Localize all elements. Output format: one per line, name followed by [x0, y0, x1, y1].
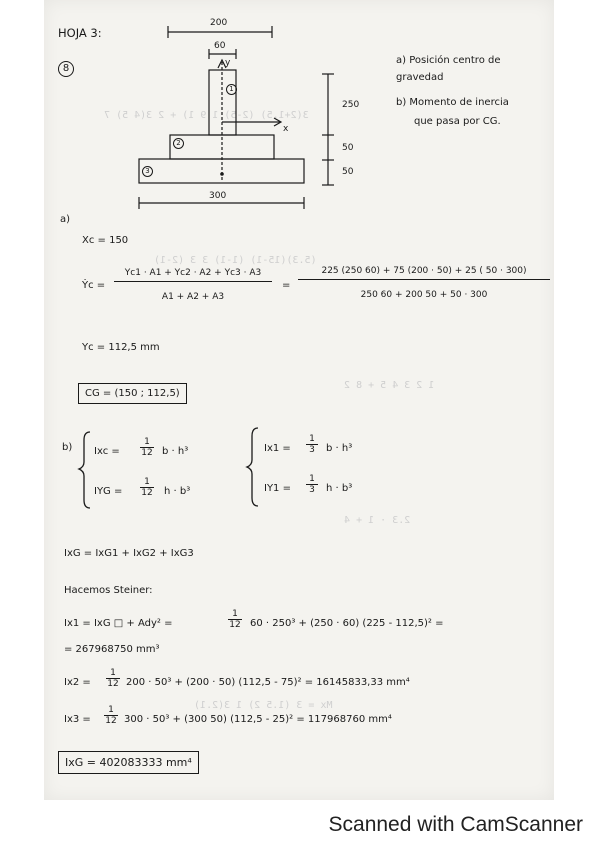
ix1-formula-fraction: [306, 434, 318, 455]
iyg-formula-fraction: [140, 477, 154, 498]
question-b-line2: que pasa por CG.: [414, 116, 501, 127]
ix2-rhs: 200 · 50³ + (200 · 50) (112,5 - 75)² = 16145833,33 mm⁴: [126, 677, 410, 688]
ix1-steiner-lhs: Ix1 = IxG □ + Ady² =: [64, 618, 173, 629]
ix2-fraction: [106, 668, 120, 689]
axis-y-label: y: [225, 58, 231, 68]
iy1-formula-lhs: IY1 =: [264, 483, 291, 494]
iy1-formula-fraction: [306, 474, 318, 495]
part-label-3: 3: [142, 166, 153, 177]
dim-top-width: 200: [210, 18, 228, 28]
part-label-1: 1: [226, 84, 237, 95]
yc-lhs: Ẏc =: [82, 280, 106, 291]
ix1-formula-lhs: Ix1 =: [264, 443, 291, 454]
iyg-formula-lhs: IYG =: [94, 486, 123, 497]
dim-base-height: 50: [342, 167, 354, 177]
ixg-formula-rhs: b · h³: [162, 446, 189, 457]
cg-result-box: CG = (150 ; 112,5): [78, 383, 187, 404]
yc-values-numerator: 225 (250 60) + 75 (200 · 50) + 25 ( 50 · 300): [321, 266, 527, 276]
dim-mid-height: 50: [342, 143, 354, 153]
part-b-label: b): [62, 442, 73, 453]
yc-values-denominator: 250 60 + 200 50 + 50 · 300: [360, 290, 488, 300]
scanned-page: 3(2+1.5) (2-5) 1 9 1) + 2 3(4 5) 7 (5.3)(15-1) (1-1) 3 3 (2-1) 1 2 3 4 5 + 8 2 Mx = 3 (1.5 2) 1 3(2.1) 2.3 · 1 + 4: [44, 0, 554, 800]
ix1-steiner-fraction: [228, 609, 242, 630]
question-b-line1: b) Momento de inercia: [396, 97, 509, 108]
dim-web-width: 60: [214, 41, 226, 51]
yc-result: Yc = 112,5 mm: [82, 342, 160, 353]
iy1-frac-den: 3: [309, 485, 315, 495]
scanner-watermark: [0, 813, 599, 837]
ixg-frac-num: 1: [144, 437, 150, 447]
ix3-frac-den: 12: [105, 716, 117, 726]
ix2-frac-num: 1: [110, 668, 116, 678]
iyg-formula-rhs: h · b³: [164, 486, 191, 497]
scanner-text: Scanned with CamScanner: [328, 813, 583, 836]
dim-base-width: 300: [209, 191, 227, 201]
ix1-frac-num: 1: [309, 434, 315, 444]
final-result-box: IxG = 402083333 mm⁴: [58, 751, 199, 774]
ix1-frac-den: 3: [309, 445, 315, 455]
ixg-sum-line: IxG = IxG1 + IxG2 + IxG3: [64, 548, 194, 559]
ix1-steiner-frac-den: 12: [229, 620, 241, 630]
ix1-formula-rhs: b · h³: [326, 443, 353, 454]
ix2-frac-den: 12: [107, 679, 119, 689]
ix3-rhs: 300 · 50³ + (300 50) (112,5 - 25)² = 117968760 mm⁴: [124, 714, 392, 725]
xc-value: Xc = 150: [82, 235, 129, 246]
yc-values-fraction: [298, 266, 550, 300]
ix3-frac-num: 1: [108, 705, 114, 715]
axis-x-label: x: [283, 124, 289, 134]
yc-formula-fraction: [114, 268, 272, 302]
yc-formula-numerator: Yc1 · A1 + Yc2 · A2 + Yc3 · A3: [124, 268, 262, 278]
ix1-steiner-frac-num: 1: [232, 609, 238, 619]
part-label-2: 2: [173, 138, 184, 149]
yc-equals: =: [282, 280, 291, 291]
iy1-frac-num: 1: [309, 474, 315, 484]
ixg-formula-fraction: [140, 437, 154, 458]
question-a: a) Posición centro de gravedad: [396, 55, 501, 83]
steiner-heading: Hacemos Steiner:: [64, 585, 153, 596]
yc-formula-denominator: A1 + A2 + A3: [161, 292, 225, 302]
ix1-result: = 267968750 mm³: [64, 644, 160, 655]
iyg-frac-den: 12: [141, 488, 153, 498]
iyg-frac-num: 1: [144, 477, 150, 487]
sheet-label: HOJA 3:: [58, 26, 102, 40]
part-a-label: a): [60, 214, 71, 225]
ix1-steiner-rhs: 60 · 250³ + (250 · 60) (225 - 112,5)² =: [250, 618, 444, 629]
iy1-formula-rhs: h · b³: [326, 483, 353, 494]
ix3-fraction: [104, 705, 118, 726]
problem-number: 8: [58, 61, 74, 77]
ixg-frac-den: 12: [141, 448, 153, 458]
ixg-formula-lhs: Ixc =: [94, 446, 120, 457]
dim-web-height: 250: [342, 100, 360, 110]
ix2-lhs: Ix2 =: [64, 677, 91, 688]
ix3-lhs: Ix3 =: [64, 714, 91, 725]
